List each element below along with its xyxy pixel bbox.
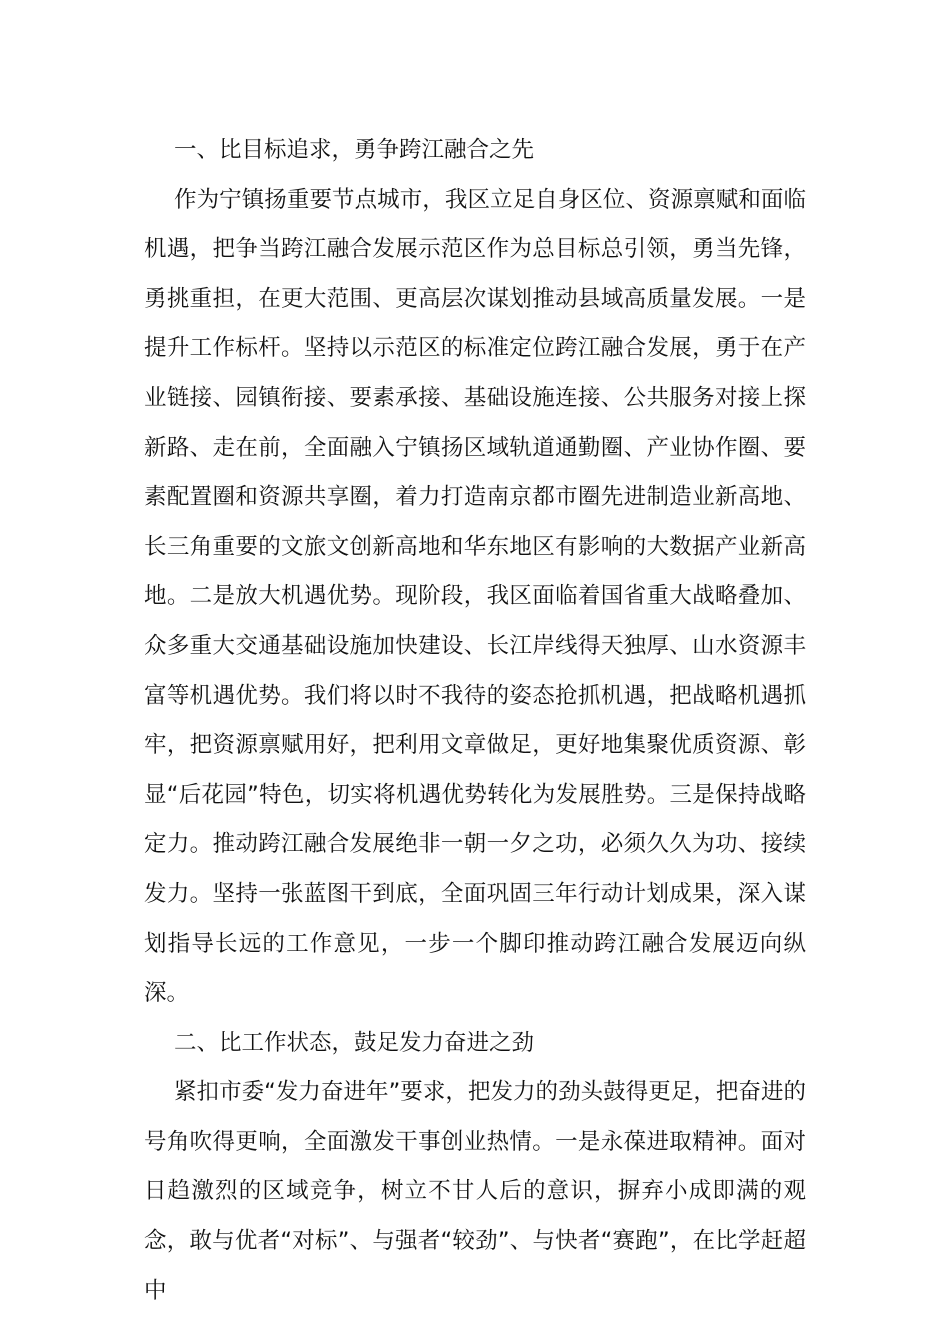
section-2-paragraph: 紧扣市委“发力奋进年”要求，把发力的劲头鼓得更足，把奋进的号角吹得更响，全面激发干事创业热情。一是永葆进取精神。面对日趋激烈的区域竞争，树立不甘人后的意识，摒弃小成即满的观念，敢与优者“对标”、与强者“较劲”、与快者“赛跑”，在比学赶超中 <box>144 1079 806 1304</box>
section-2-heading: 二、比工作状态，鼓足发力奋进之劲 <box>174 1029 535 1056</box>
document-body <box>144 126 806 1316</box>
section-1-paragraph: 作为宁镇扬重要节点城市，我区立足自身区位、资源禀赋和面临机遇，把争当跨江融合发展示范区作为总目标总引领，勇当先锋，勇挑重担，在更大范围、更高层次谋划推动县域高质量发展。一是提升工作标杆。坚持以示范区的标准定位跨江融合发展，勇于在产业链接、园镇衔接、要素承接、基础设施连接、公共服务对接上探新路、走在前，全面融入宁镇扬区域轨道通勤圈、产业协作圈、要素配置圈和资源共享圈，着力打造南京都市圈先进制造业新高地、长三角重要的文旅文创新高地和华东地区有影响的大数据产业新高地。二是放大机遇优势。现阶段，我区面临着国省重大战略叠加、众多重大交通基础设施加快建设、长江岸线得天独厚、山水资源丰富等机遇优势。我们将以时不我待的姿态抢抓机遇，把战略机遇抓牢，把资源禀赋用好，把利用文章做足，更好地集聚优质资源、彰显“后花园”特色，切实将机遇优势转化为发展胜势。三是保持战略定力。推动跨江融合发展绝非一朝一夕之功，必须久久为功、接续发力。坚持一张蓝图干到底，全面巩固三年行动计划成果，深入谋划指导长远的工作意见，一步一个脚印推动跨江融合发展迈向纵深。 <box>144 186 806 1007</box>
section-1-heading: 一、比目标追求，勇争跨江融合之先 <box>174 137 535 163</box>
